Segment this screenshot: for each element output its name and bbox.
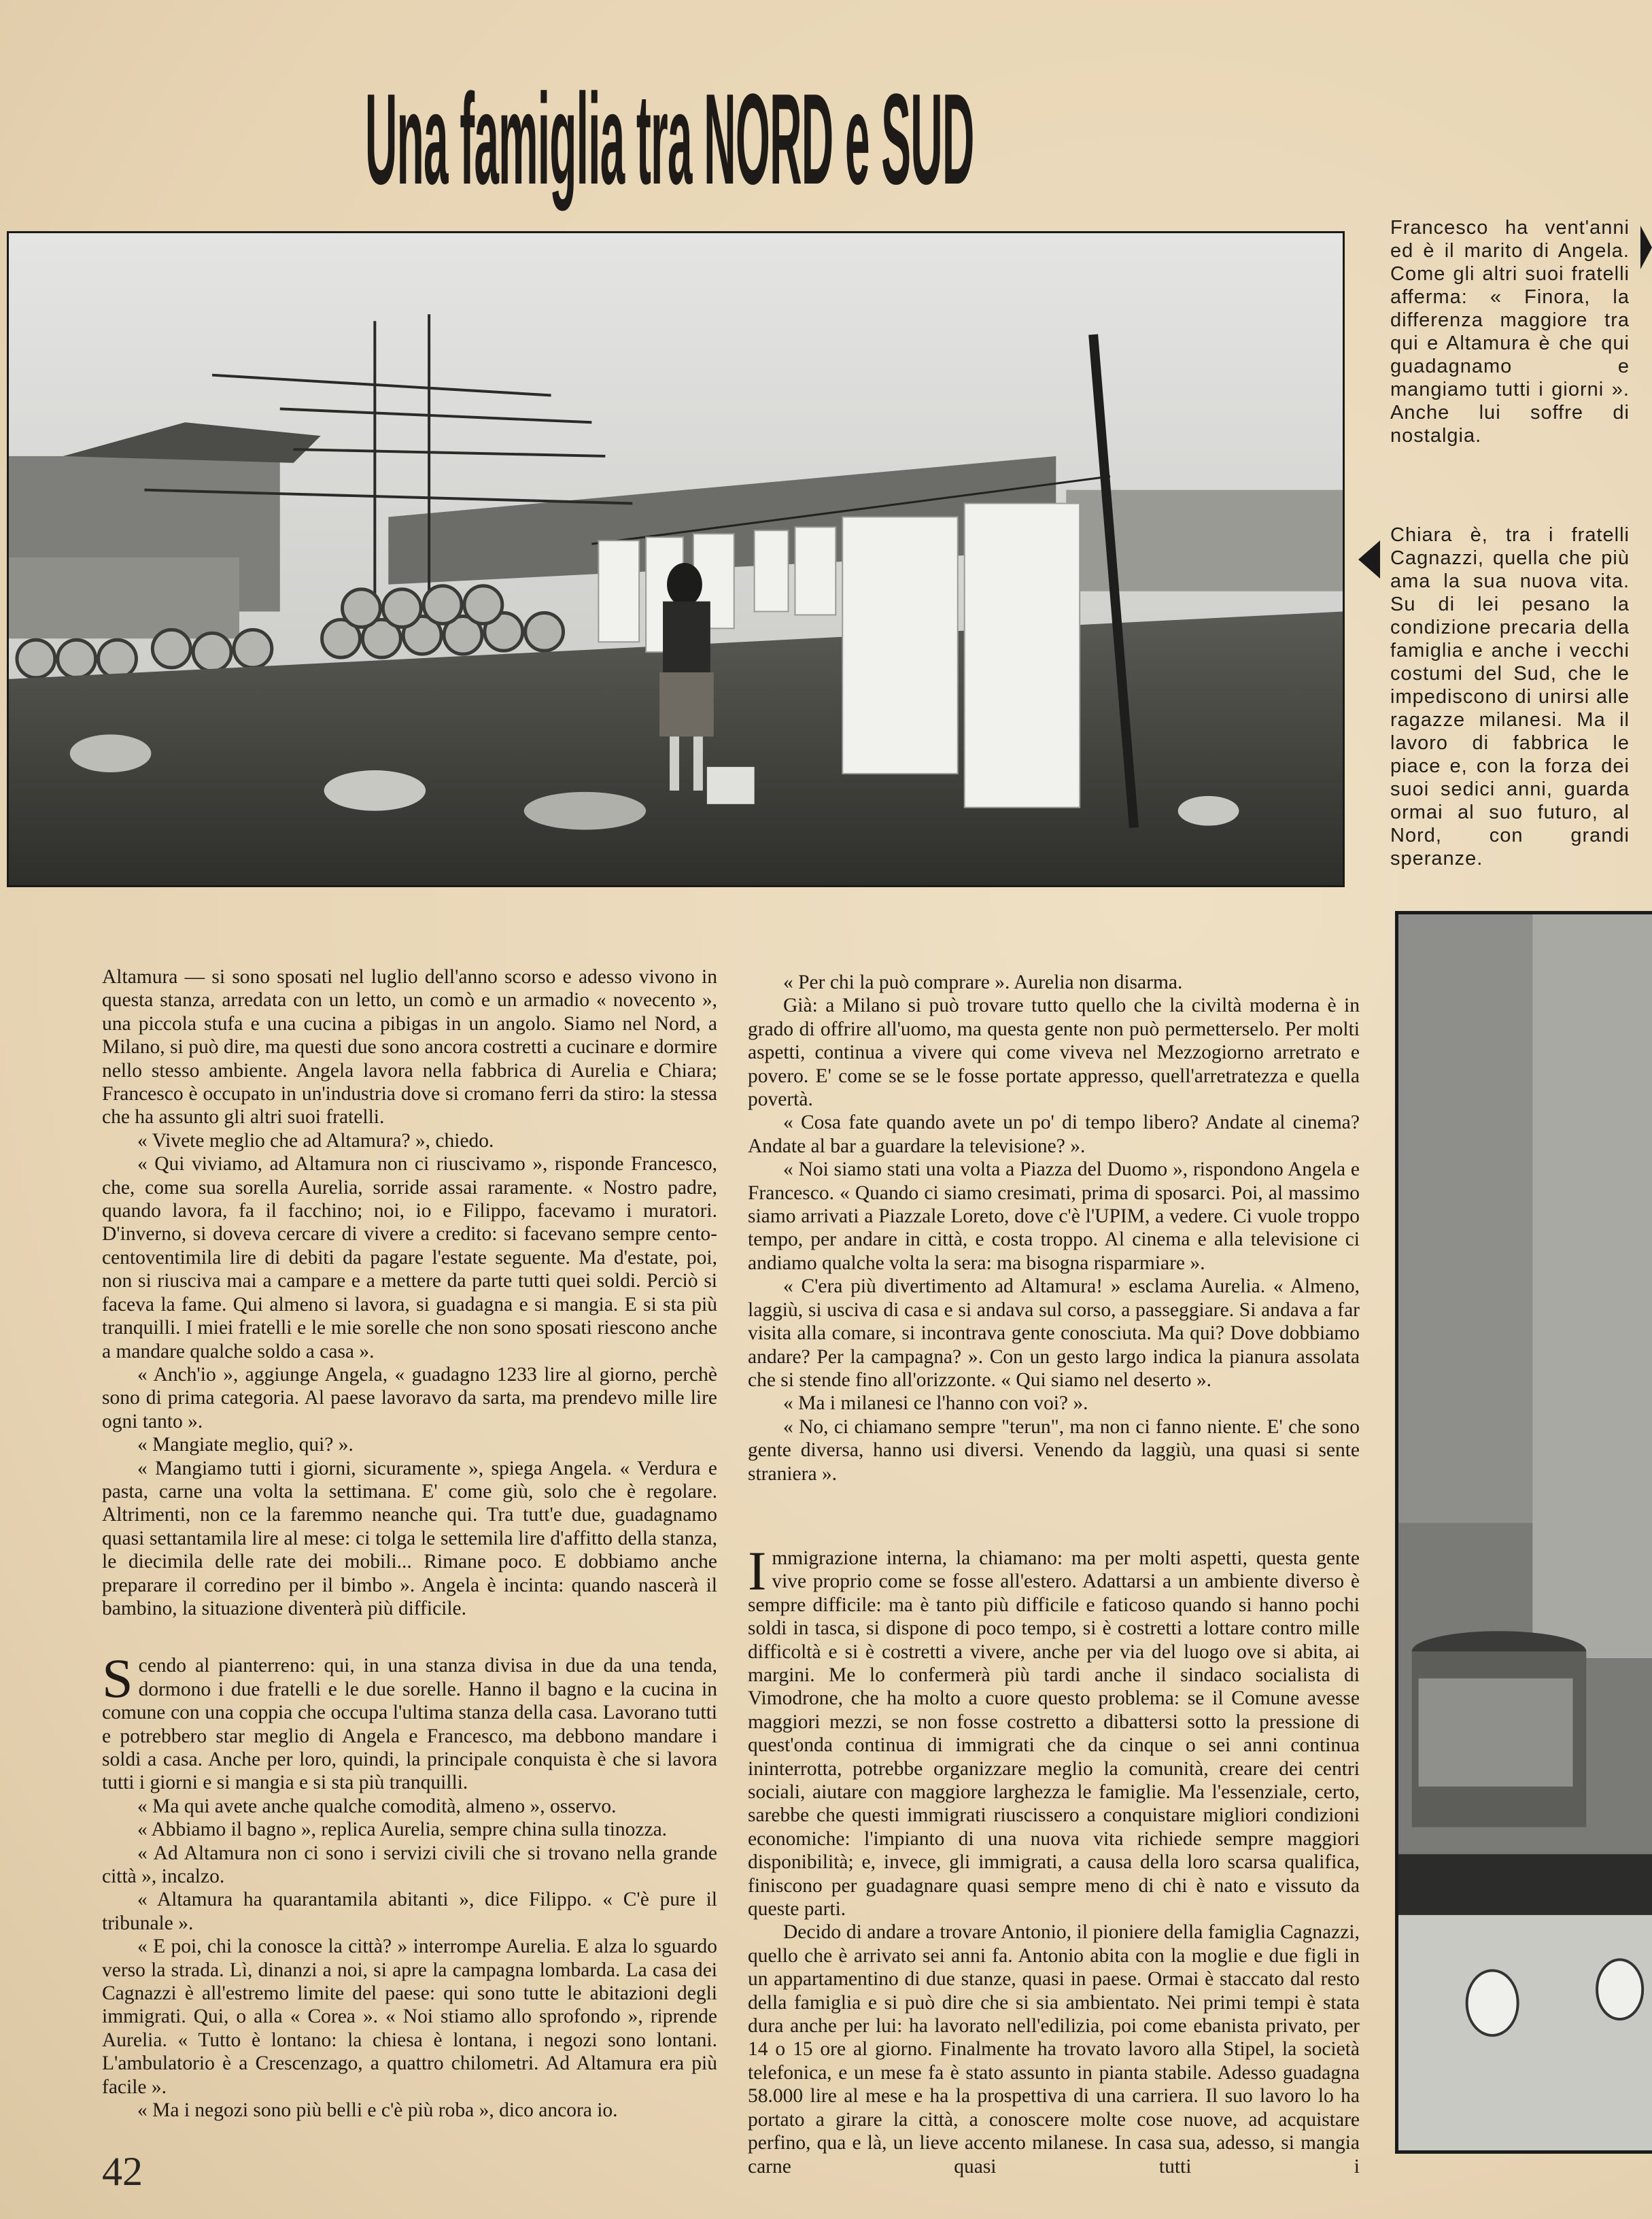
left-column-block2 [102, 1647, 717, 2122]
paragraph: « Vivete meglio che ad Altamura? », chiedo. [137, 1129, 494, 1152]
paragraph: « Ad Altamura non ci sono i servizi civili che si trovano nella grande città », incalzo. [102, 1842, 717, 1888]
paragraph: « Mangiate meglio, qui? ». [137, 1434, 354, 1456]
paragraph: « Mangiamo tutti i giorni, sicuramente », spiega Angela. « Verdura e pasta, carne una volta la settimana. E' come giù, solo che è regolare. Altrimenti, non ce la faremmo neanche qui. Tra tutt'e due, guadagnamo quasi settantamila lire al mese: ci tolga le settemila lire d'affitto della stanza, le diecimila delle rate dei mobili... Rimane poco. E dobbiamo anche preparare il corredino per il bimbo ». Angela è incinta: quando nascerà il bambino, la situazione diventerà più difficile. [102, 1457, 717, 1619]
paragraph: mmigrazione interna, la chiamano: ma per molti aspetti, questa gente vive proprio come se fosse all'estero. Adattarsi a un ambiente diverso è sempre difficile: ma è tanto più difficile e faticoso quando si hanno pochi soldi in tasca, si dispone di poco tempo, si è costretti a lottare contro mille difficoltà e si è costretti a vivere, anche per via del luogo ove si abita, ai margini. Me lo confermerà più tardi anche il sindaco socialista di Vimodrone, che ha molto a cuore questo problema: se il Comune avesse maggiori mezzi, se non fosse costretto a dibattersi sotto la pressione di quest'onda continua di immigrati che da cinque o sei anni continua ininterrotta, potrebbe organizzare meglio la comunità, creare dei centri sociali, aiutare con maggiore larghezza le famiglie. Ma l'essenziale, certo, sarebbe che questi immigrati riuscissero a conquistare migliori condizioni economiche: l'impianto di una nuova vita richiede sempre maggiori disponibilità; e, invece, gli immigrati, a causa della loro scarsa qualifica, finiscono per guadagnare quasi sempre meno di chi è nato e vissuto da queste parti. [748, 1547, 1360, 1921]
paragraph: « Ma i negozi sono più belli e c'è più roba », dico ancora io. [137, 2099, 618, 2122]
photo-kitchen [1395, 911, 1652, 2154]
caption-chiara: Chiara è, tra i fratelli Cagnazzi, quella che più ama la sua nuova vita. Su di lei pesano la condizione precaria della famiglia e anche i vecchi costumi del Sud, che le impediscono di unirsi alle ragazze milanesi. Ma il lavoro di fabbrica le piace e, con la forza dei suoi sedici anni, guarda ormai al suo futuro, al Nord, con grandi speranze. [1390, 524, 1630, 870]
photo-stove-pot [1398, 914, 1652, 2150]
paragraph: cendo al pianterreno: qui, in una stanza divisa in due da una tenda, dormono i due fratelli e le due sorelle. Hanno il bagno e la cucina in comune con una coppia che occupa l'ultima stanza della casa. Lavorano tutti e potrebbero star meglio di Angela e Francesco, ma debbono mandare i soldi a casa. Anche per loro, quindi, la principale conquista è che si lavora tutti i giorni e si mangia e si sta più tranquilli. [102, 1655, 717, 1794]
drop-cap: S [102, 1647, 133, 1710]
paragraph: « Altamura ha quarantamila abitanti », dice Filippo. « C'è pure il tribunale ». [102, 1889, 717, 1934]
paragraph: « Abbiamo il bagno », replica Aurelia, sempre china sulla tinozza. [137, 1819, 668, 1841]
paragraph: « C'era più divertimento ad Altamura! » esclama Aurelia. « Almeno, laggiù, si usciva di casa e si andava sul corso, a passeggiare. Si andava a far visita alla comare, si incontrava gente conosciuta. Ma qui? Dove dobbiamo andare? Per la campagna? ». Con un gesto largo indica la pianura assolata che si stende fino all'orizzonte. « Qui siamo nel deserto ». [748, 1275, 1360, 1391]
article-title: Una famiglia tra NORD e SUD [365, 67, 974, 211]
photo-woman-hanging-laundry [9, 233, 1343, 885]
caption-francesco: Francesco ha vent'anni ed è il marito di Angela. Come gli altri suoi fratelli afferma: « Finora, la differenza maggiore tra qui e Altamura è che qui guadagnamo e mangiamo tutti i giorni ». Anche lui soffre di nostalgia. [1390, 217, 1630, 447]
paragraph: « Ma qui avete anche qualche comodità, almeno », osservo. [137, 1795, 617, 1817]
page-number: 42 [102, 2148, 143, 2194]
paragraph: « Cosa fate quando avete un po' di tempo libero? Andate al cinema? Andate al bar a guardare la televisione? ». [748, 1112, 1360, 1157]
paragraph: « Ma i milanesi ce l'hanno con voi? ». [783, 1392, 1088, 1415]
paragraph: Altamura — si sono sposati nel luglio dell'anno scorso e adesso vivono in questa stanza, arredata con un letto, un comò e un armadio « novecento », una piccola stufa e una cucina a pibigas in un angolo. Siamo nel Nord, a Milano, si può dire, ma questi due sono ancora costretti a cucinare e dormire nello stesso ambiente. Angela lavora nella fabbrica di Aurelia e Chiara; Francesco è occupato in un'industria dove si cromano ferri da stiro: la stessa che ha assunto gli altri suoi fratelli. [102, 966, 717, 1129]
left-column [102, 965, 717, 2193]
paragraph: « Anch'io », aggiunge Angela, « guadagno 1233 lire al giorno, perchè sono di prima categoria. Al paese lavoravo da sarta, ma prendevo mille lire ogni tanto ». [102, 1363, 717, 1432]
photo-laundry-field [7, 231, 1345, 887]
right-column-block2 [748, 1539, 1360, 2178]
paragraph: « Qui viviamo, ad Altamura non ci riuscivamo », risponde Francesco, che, come sua sorella Aurelia, sorride assai raramente. « Nostro padre, quando lavora, fa il facchino; noi, io e Filippo, facevamo i muratori. D'inverno, si doveva cercare di vivere a credito: si facevano sempre cento-centoventimila lire di debiti da pagare l'estate seguente. Ma d'estate, poi, non si riusciva mai a campare e a mettere da parte tutti quei soldi. Perciò si faceva la fame. Qui almeno si lavora, si guadagna e si mangia. E si sta più tranquilli. I miei fratelli e le mie sorelle che non sono sposati riescono anche a mandare qualche soldo a casa ». [102, 1153, 717, 1362]
paragraph: Già: a Milano si può trovare tutto quello che la civiltà moderna è in grado di offrire all'uomo, ma questa gente non può permetterselo. Per molti aspetti, continua a vivere qui come viveva nel Mezzogiorno arretrato e povero. E' come se se le fosse portate appresso, quell'arretratezza e quella povertà. [748, 995, 1360, 1111]
paragraph: « Per chi la può comprare ». Aurelia non disarma. [783, 971, 1183, 993]
paragraph: « No, ci chiamano sempre "terun", ma non ci fanno niente. E' che sono gente diversa, hanno usi diversi. Venendo da laggiù, una quasi si sente straniera ». [748, 1415, 1360, 1485]
paragraph: Decido di andare a trovare Antonio, il pioniere della famiglia Cagnazzi, quello che è arrivato sei anni fa. Antonio abita con la moglie e due figli in un appartamentino di due stanze, quasi in paese. Ormai è staccato dal resto della famiglia e si può dire che si sia ambientato. Nei primi tempi è stata dura anche per lui: ha lavorato nell'edilizia, poi come ebanista privato, per 14 o 15 ore al giorno. Finalmente ha trovato lavoro alla Stipel, la società telefonica, e un mese fa è stato assunto in pianta stabile. Adesso guadagna 58.000 lire al mese e ha la prospettiva di una carriera. Il suo lavoro lo ha portato a girare la città, a conoscere molte cose nuove, ad acquistare perfino, qua e là, un lieve accento milanese. In casa sua, adesso, si mangia carne quasi tutti i [748, 1921, 1360, 2178]
right-column-block1 [748, 971, 1360, 1485]
paragraph: « Noi siamo stati una volta a Piazza del Duomo », rispondono Angela e Francesco. « Quando ci siamo cresimati, prima di sposarci. Poi, al massimo siamo arrivati a Piazzale Loreto, dove c'è l'UPIM, a vedere. Ci vuole troppo tempo, per andare in città, e costa troppo. Al cinema e alla televisione ci andiamo qualche volta la sera: ma bisogna risparmiare ». [748, 1158, 1360, 1274]
arrow-left-icon [1358, 540, 1380, 579]
paragraph: « E poi, chi la conosce la città? » interrompe Aurelia. E alza lo sguardo verso la strada. Lì, dinanzi a noi, si apre la campagna lombarda. La casa dei Cagnazzi è all'estremo limite del paese: qui sono tutte le abitazioni degli immigrati. Qui, o alla « Corea ». « Noi stiamo allo sprofondo », riprende Aurelia. « Tutto è lontano: la chiesa è lontana, i negozi sono lontani. L'ambulatorio è a Crescenzago, a quattro chilometri. Ad Altamura era più facile ». [102, 1936, 717, 2098]
left-column-block1 [102, 965, 717, 1620]
drop-cap: I [748, 1539, 767, 1602]
right-column [748, 971, 1360, 2178]
arrow-right-icon [1640, 226, 1652, 269]
